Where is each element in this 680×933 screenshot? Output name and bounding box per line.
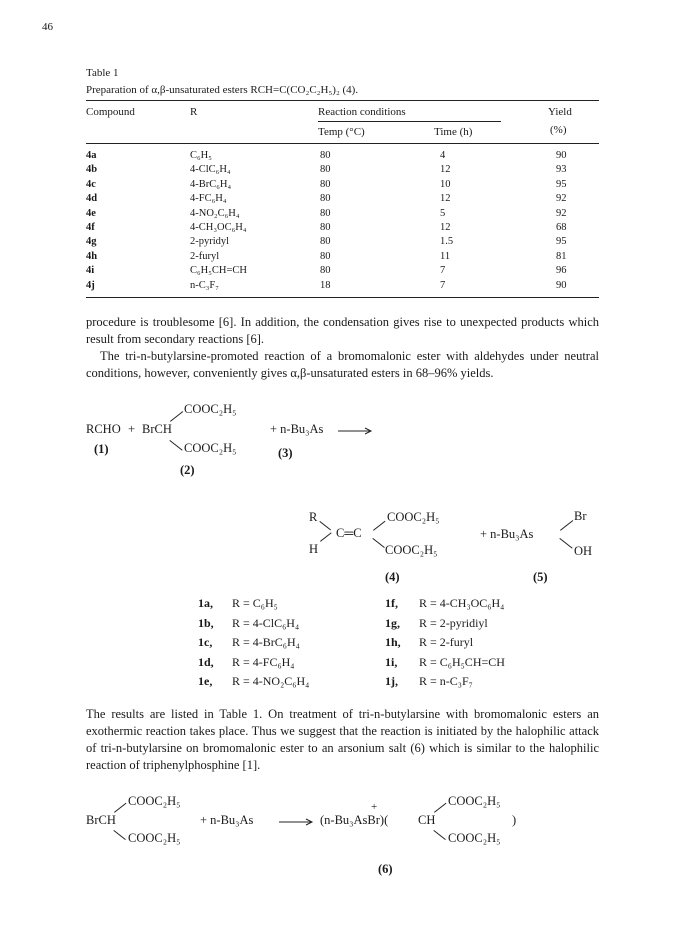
table-cell-temp: 80: [320, 236, 331, 248]
table-cell-time: 10: [440, 178, 451, 190]
scheme1-label-1: (1): [94, 442, 109, 456]
table-cell-compound: 4d: [86, 193, 98, 205]
definition-id: 1i,: [385, 654, 398, 669]
table-cell-temp: 80: [320, 150, 331, 161]
table-cell-compound: 4j: [86, 279, 95, 291]
scheme2-oh: OH: [574, 544, 593, 558]
scheme2-label-4: (4): [385, 570, 400, 584]
definition-text: R = 4-CH₃OC₆H₄: [419, 596, 505, 610]
table-cell-temp: 80: [320, 193, 331, 205]
definition-text: R = 4-FC₆H₄: [232, 654, 295, 669]
table-cell-r: 2-furyl: [190, 250, 220, 262]
scheme1-brch: BrCH: [142, 422, 172, 436]
scheme2-bond-oh: [559, 538, 572, 549]
scheme3-arsonium: (n-Bu₃AsBr)(: [320, 813, 389, 827]
scheme1-rcho: RCHO: [86, 422, 121, 436]
table-cell-yield: 96: [556, 265, 567, 277]
scheme2-cc: C═C: [336, 526, 362, 540]
paragraph-1: procedure is troublesome [6]. In addition, the condensation gives rise to unexpected products which result from secondary reactions [6].: [86, 315, 599, 346]
table-cell-r: 4-BrC₆H₄: [190, 178, 232, 190]
body-text-top: [86, 314, 599, 382]
table-cell-r: n-C₃F₇: [190, 279, 219, 291]
table-cell-yield: 95: [556, 178, 567, 190]
definition-id: 1f,: [385, 596, 398, 610]
table-cell-time: 4: [440, 150, 446, 161]
table-cell-yield: 93: [556, 164, 567, 176]
scheme3-charge: +: [371, 801, 378, 813]
scheme3-ch: CH: [418, 813, 436, 827]
table-cell-compound: 4b: [86, 164, 98, 176]
scheme3-label-6: (6): [378, 862, 393, 876]
scheme2-r: R: [309, 510, 318, 524]
table-cell-yield: 92: [556, 207, 567, 219]
definition-id: 1a,: [198, 596, 213, 610]
scheme3-reagent: + n-Bu₃As: [200, 813, 254, 827]
table-cell-temp: 80: [320, 207, 331, 219]
table-cell-temp: 18: [320, 279, 331, 291]
scheme1-bond-down: [169, 440, 182, 451]
table-cell-time: 1.5: [440, 236, 454, 248]
scheme3-ester-top: COOC₂H₅: [128, 794, 181, 808]
table-cell-yield: 90: [556, 279, 567, 291]
table-cell-r: 4-NO₂C₆H₄: [190, 207, 240, 219]
scheme2-bond-top: [373, 521, 385, 531]
definition-id: 1b,: [198, 615, 214, 630]
table-cell-compound: 4e: [86, 207, 96, 219]
table-cell-yield: 68: [556, 222, 567, 233]
scheme1-label-3: (3): [278, 446, 293, 460]
table-cell-r: 4-ClC₆H₄: [190, 164, 231, 176]
conditions-rule: [318, 121, 501, 122]
col-header-temp: Temp (°C): [318, 126, 365, 138]
definition-text: R = 4-BrC₆H₄: [232, 635, 300, 649]
definition-text: R = 4-NO₂C₆H₄: [232, 674, 310, 688]
table-cell-compound: 4h: [86, 250, 98, 262]
scheme2-bond-br: [560, 520, 573, 531]
table-cell-r: 4-FC₆H₄: [190, 193, 227, 205]
table-cell-temp: 80: [320, 222, 331, 233]
scheme1-arrow-icon: [338, 426, 374, 436]
table-cell-temp: 80: [320, 164, 331, 176]
definition-id: 1h,: [385, 635, 401, 649]
table-caption: Preparation of α,β-unsaturated esters RCH=C(CO₂C₂H₅)₂ (4).: [86, 84, 359, 96]
table-cell-r: C₆H₅: [190, 150, 212, 161]
table-cell-yield: 92: [556, 193, 567, 205]
table-cell-r: 4-CH₃OC₆H₄: [190, 222, 247, 233]
scheme3-close: ): [512, 813, 517, 827]
table-cell-time: 12: [440, 164, 451, 176]
paragraph-3: The results are listed in Table 1. On treatment of tri-n-butylarsine with bromomalonic esters an exothermic reaction takes place. Thus we suggest that the reaction is initiated by the halophilic attack of tri-n-butylarsine on bromomalonic ester to an arsonium salt (6) which is similar to the halophilic reaction of triphenylphosphine [1].: [86, 707, 599, 772]
definition-text: R = 4-ClC₆H₄: [232, 615, 300, 630]
table-bottom-rule: [86, 297, 599, 298]
definition-id: 1j,: [385, 674, 398, 688]
table-cell-compound: 4a: [86, 150, 97, 161]
scheme3-bond-up: [114, 803, 126, 813]
table-cell-compound: 4i: [86, 265, 95, 277]
scheme2-ester-bottom: COOC₂H₅: [385, 543, 438, 557]
table-cell-compound: 4g: [86, 236, 97, 248]
table-cell-temp: 80: [320, 178, 331, 190]
scheme2-reagent: + n-Bu₃As: [480, 527, 534, 541]
table-top-rule: [86, 100, 599, 101]
col-header-yield-unit: (%): [550, 124, 567, 136]
paragraph-2: The tri-n-butylarsine-promoted reaction of a bromomalonic ester with aldehydes under neutral conditions, however, conveniently gives α,β-unsaturated esters in 68–96% yields.: [86, 349, 599, 380]
definition-text: R = C₆H₅: [232, 596, 278, 610]
table-cell-time: 11: [440, 250, 451, 262]
table-header-rule: [86, 143, 599, 144]
table-cell-time: 12: [440, 222, 451, 233]
body-text-bottom: [86, 706, 599, 774]
table-cell-time: 5: [440, 207, 446, 219]
scheme3-bond-down: [113, 830, 125, 840]
scheme3-arrow-icon: [279, 817, 315, 827]
definition-text: R = C₆H₅CH=CH: [419, 654, 505, 669]
scheme2-ester-top: COOC₂H₅: [387, 510, 440, 524]
scheme3-ester-bottom: COOC₂H₅: [128, 831, 181, 845]
scheme2-bond-r: [319, 521, 331, 530]
definition-id: 1d,: [198, 654, 214, 669]
definition-id: 1c,: [198, 635, 213, 649]
scheme2-label-5: (5): [533, 570, 548, 584]
table-cell-time: 7: [440, 279, 446, 291]
col-header-yield: Yield: [548, 106, 572, 118]
scheme1-ester-top: COOC₂H₅: [184, 402, 237, 416]
table-cell-yield: 95: [556, 236, 567, 248]
table-cell-yield: 90: [556, 150, 567, 161]
scheme2-bond-bottom: [372, 538, 384, 548]
scheme2-h: H: [309, 542, 319, 556]
scheme1-bond-up: [170, 411, 183, 422]
scheme3-ester-top-r: COOC₂H₅: [448, 794, 501, 808]
col-header-compound: Compound: [86, 106, 135, 118]
scheme1-ester-bottom: COOC₂H₅: [184, 441, 237, 455]
table-cell-r: C₆H₅CH=CH: [190, 265, 248, 277]
page-number: 46: [42, 21, 53, 33]
table-cell-yield: 81: [556, 250, 567, 262]
scheme3-brch: BrCH: [86, 813, 116, 827]
definition-id: 1e,: [198, 674, 213, 688]
table-cell-time: 7: [440, 265, 446, 277]
definition-id: 1g,: [385, 615, 400, 630]
scheme1-plus: +: [128, 422, 136, 436]
scheme1-reagent: + n-Bu₃As: [270, 422, 324, 436]
table-cell-temp: 80: [320, 265, 331, 277]
table-cell-r: 2-pyridyl: [190, 236, 230, 248]
scheme1-label-2: (2): [180, 463, 195, 477]
scheme2-bond-h: [320, 532, 332, 541]
col-header-r: R: [190, 106, 198, 118]
scheme3-ester-bottom-r: COOC₂H₅: [448, 831, 501, 845]
table-cell-time: 12: [440, 193, 451, 205]
col-header-conditions: Reaction conditions: [318, 106, 406, 118]
scheme3-bond-up-r: [434, 803, 446, 813]
definition-text: R = 2-furyl: [419, 635, 474, 649]
table-cell-temp: 80: [320, 250, 331, 262]
table-label: Table 1: [86, 67, 119, 79]
scheme2-br: Br: [574, 509, 587, 523]
table-cell-compound: 4c: [86, 178, 96, 190]
definition-text: R = 2-pyridiyl: [419, 615, 488, 630]
table-cell-compound: 4f: [86, 222, 95, 233]
scheme3-bond-down-r: [433, 830, 445, 840]
definition-text: R = n-C₃F₇: [419, 674, 473, 688]
col-header-time: Time (h): [434, 126, 473, 138]
